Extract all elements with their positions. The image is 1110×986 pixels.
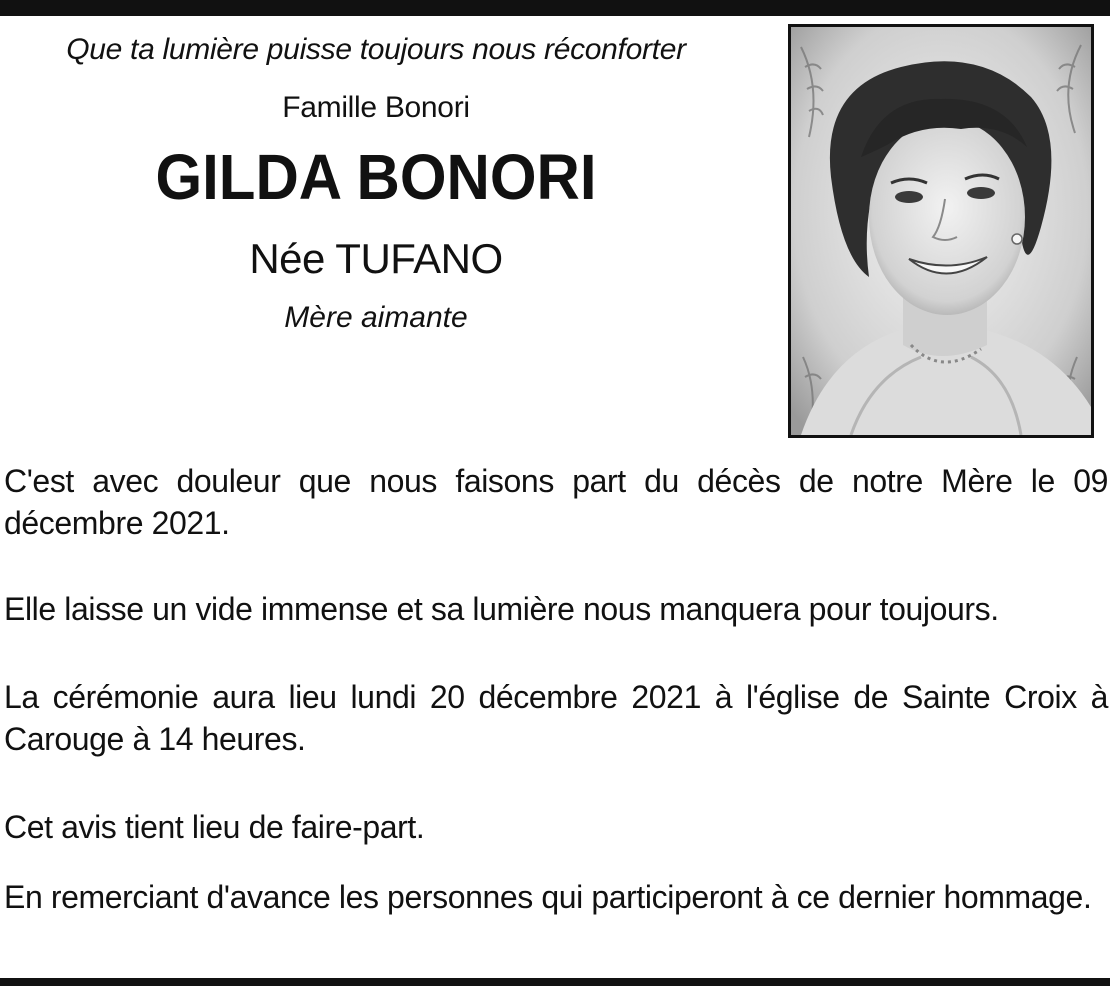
- top-border-rule: [0, 0, 1110, 16]
- maiden-name: Née TUFANO: [249, 235, 503, 282]
- family-line: Famille Bonori: [282, 91, 470, 124]
- paragraph-notice: Cet avis tient lieu de faire-part.: [4, 809, 425, 845]
- epithet-line: Mère aimante: [284, 301, 468, 334]
- paragraph-ceremony: La cérémonie aura lieu lundi 20 décembre 2021 à l'église de Sainte Croix à Carouge à 14 heures.: [4, 679, 1108, 757]
- bottom-border-rule: [0, 978, 1110, 986]
- portrait-illustration: [791, 27, 1091, 435]
- motto-line: Que ta lumière puisse toujours nous réconforter: [66, 33, 686, 66]
- portrait-photo: [788, 24, 1094, 438]
- paragraph-thanks: En remerciant d'avance les personnes qui participeront à ce dernier hommage.: [4, 879, 1092, 915]
- paragraph-tribute: Elle laisse un vide immense et sa lumière nous manquera pour toujours.: [4, 591, 999, 627]
- deceased-name: GILDA BONORI: [155, 141, 597, 213]
- paragraph-announcement: C'est avec douleur que nous faisons part du décès de notre Mère le 09 décembre 2021.: [4, 463, 1108, 541]
